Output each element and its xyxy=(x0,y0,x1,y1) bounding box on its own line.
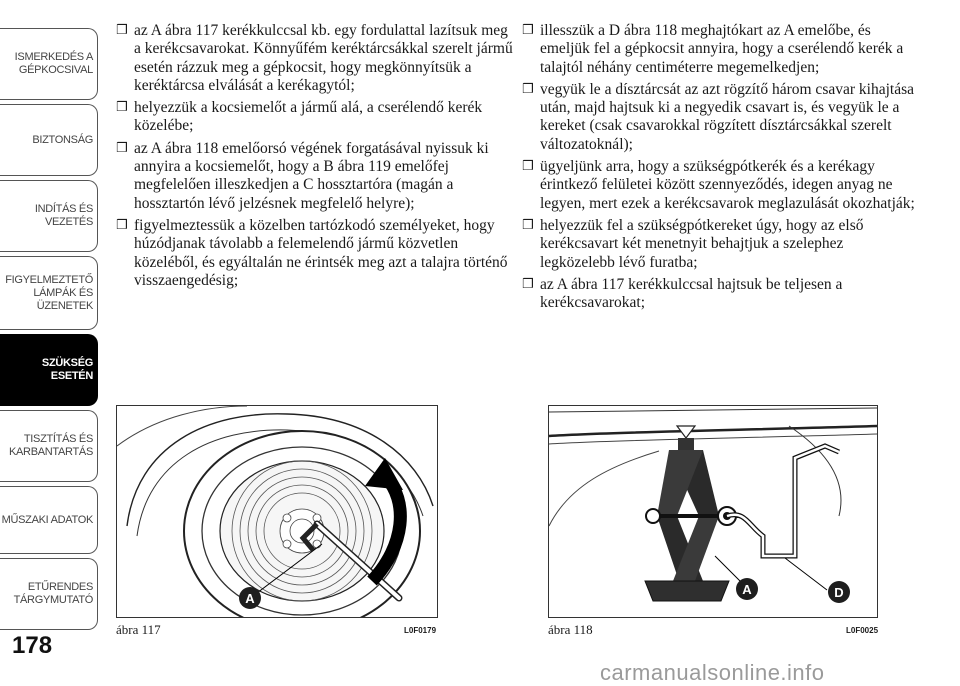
label-a: A xyxy=(245,591,255,606)
checkbox-bullet-icon: ❒ xyxy=(116,100,128,116)
checkbox-bullet-icon: ❒ xyxy=(522,81,534,97)
item-text: ügyeljünk arra, hogy a szükségpótkerék és a kerékagy érintkező felületei között szennyeződés, idegen anyag ne legyen, mert ezek a kerékcsavarok meglazulását okozhatják; xyxy=(540,158,915,212)
figure-117 xyxy=(116,405,438,618)
tab-ismerkedes[interactable]: ISMERKEDÉS A GÉPKOCSIVAL xyxy=(0,28,98,100)
checkbox-bullet-icon: ❒ xyxy=(522,276,534,292)
item-text: az A ábra 117 kerékkulccsal hajtsuk be teljesen a kerékcsavarokat; xyxy=(540,275,843,312)
scissor-jack-illustration xyxy=(549,406,878,618)
checkbox-bullet-icon: ❒ xyxy=(116,23,128,38)
tab-szukseg-eseten[interactable]: SZÜKSÉG ESETÉN xyxy=(0,334,98,406)
checkbox-bullet-icon: ❒ xyxy=(116,217,128,233)
list-item xyxy=(522,22,920,77)
tab-muszaki-adatok[interactable]: MŰSZAKI ADATOK xyxy=(0,486,98,554)
list-item xyxy=(522,276,920,313)
checkbox-bullet-icon: ❒ xyxy=(522,217,534,233)
tab-tisztitas[interactable]: TISZTÍTÁS ÉS KARBANTARTÁS xyxy=(0,410,98,482)
right-column xyxy=(522,22,920,316)
list-item xyxy=(522,217,920,272)
left-column xyxy=(116,22,516,294)
wheel-wrench-illustration xyxy=(117,406,438,618)
figure-117-caption: ábra 117 xyxy=(116,622,161,637)
item-text: helyezzük a kocsiemelőt a jármű alá, a cserélendő kerék közelébe; xyxy=(134,99,483,135)
figure-118-code: L0F0025 xyxy=(846,626,879,635)
list-item xyxy=(522,158,920,213)
checkbox-bullet-icon: ❒ xyxy=(116,140,128,156)
figure-118 xyxy=(548,405,878,618)
list-item xyxy=(116,22,516,95)
list-item xyxy=(522,81,920,154)
list-item xyxy=(116,140,516,213)
item-text: az A ábra 117 kerékkulccsal kb. egy fordulattal lazítsuk meg a kerékcsavarokat. Könnyűfém keréktárcsákkal szerelt jármű esetén rázzuk meg a gépkocsit, hogy megkönnyítsük a keréktárcsa elválását a kerékagytól; xyxy=(134,22,513,94)
tab-targymutato[interactable]: ETŰRENDES TÁRGYMUTATÓ xyxy=(0,558,98,630)
item-text: figyelmeztessük a közelben tartózkodó személyeket, hogy húzódjanak távolabb a felemelendő jármű közvetlen közeléből, és egyáltalán ne érintsék meg azt a talajra történő visszaengedésig; xyxy=(134,216,508,289)
figure-117-code: L0F0179 xyxy=(404,626,437,635)
tab-inditas[interactable]: INDÍTÁS ÉS VEZETÉS xyxy=(0,180,98,252)
item-text: vegyük le a dísztárcsát az azt rögzítő három csavar kihajtása után, majd hajtsuk ki a negyedik csavart is, és vegyük le a kereket (csak csavarokkal rögzített dísztárcsákkal szerelt változatoknál); xyxy=(540,80,914,153)
list-item xyxy=(116,217,516,290)
checkbox-bullet-icon: ❒ xyxy=(522,159,534,175)
list-item xyxy=(116,99,516,136)
item-text: helyezzük fel a szükségpótkereket úgy, hogy az első kerékcsavart két menetnyit behajtjuk a szelephez legközelebb lévő furatba; xyxy=(540,216,864,271)
figure-118-caption: ábra 118 xyxy=(548,622,593,637)
tab-biztonsag[interactable]: BIZTONSÁG xyxy=(0,104,98,176)
item-text: illesszük a D ábra 118 meghajtókart az A emelőbe, és emeljük fel a gépkocsit annyira, hogy a cserélendő kerék a talajtól néhány centiméterre megemelkedjen; xyxy=(540,22,904,76)
watermark: carmanualsonline.info xyxy=(600,660,825,685)
tab-figyelmezteto[interactable]: FIGYELMEZTETŐ LÁMPÁK ÉS ÜZENETEK xyxy=(0,256,98,330)
label-a: A xyxy=(742,582,752,597)
checkbox-bullet-icon: ❒ xyxy=(522,23,534,38)
page-number: 178 xyxy=(12,632,53,659)
item-text: az A ábra 118 emelőorsó végének forgatásával nyissuk ki annyira a kocsiemelőt, hogy a B ábra 119 emelőfej megfelelően illeszkedjen a C hossztartóra (magán a hossztartón lévő jelzésnek megfelelő helyre); xyxy=(134,139,489,212)
label-d: D xyxy=(834,585,844,600)
